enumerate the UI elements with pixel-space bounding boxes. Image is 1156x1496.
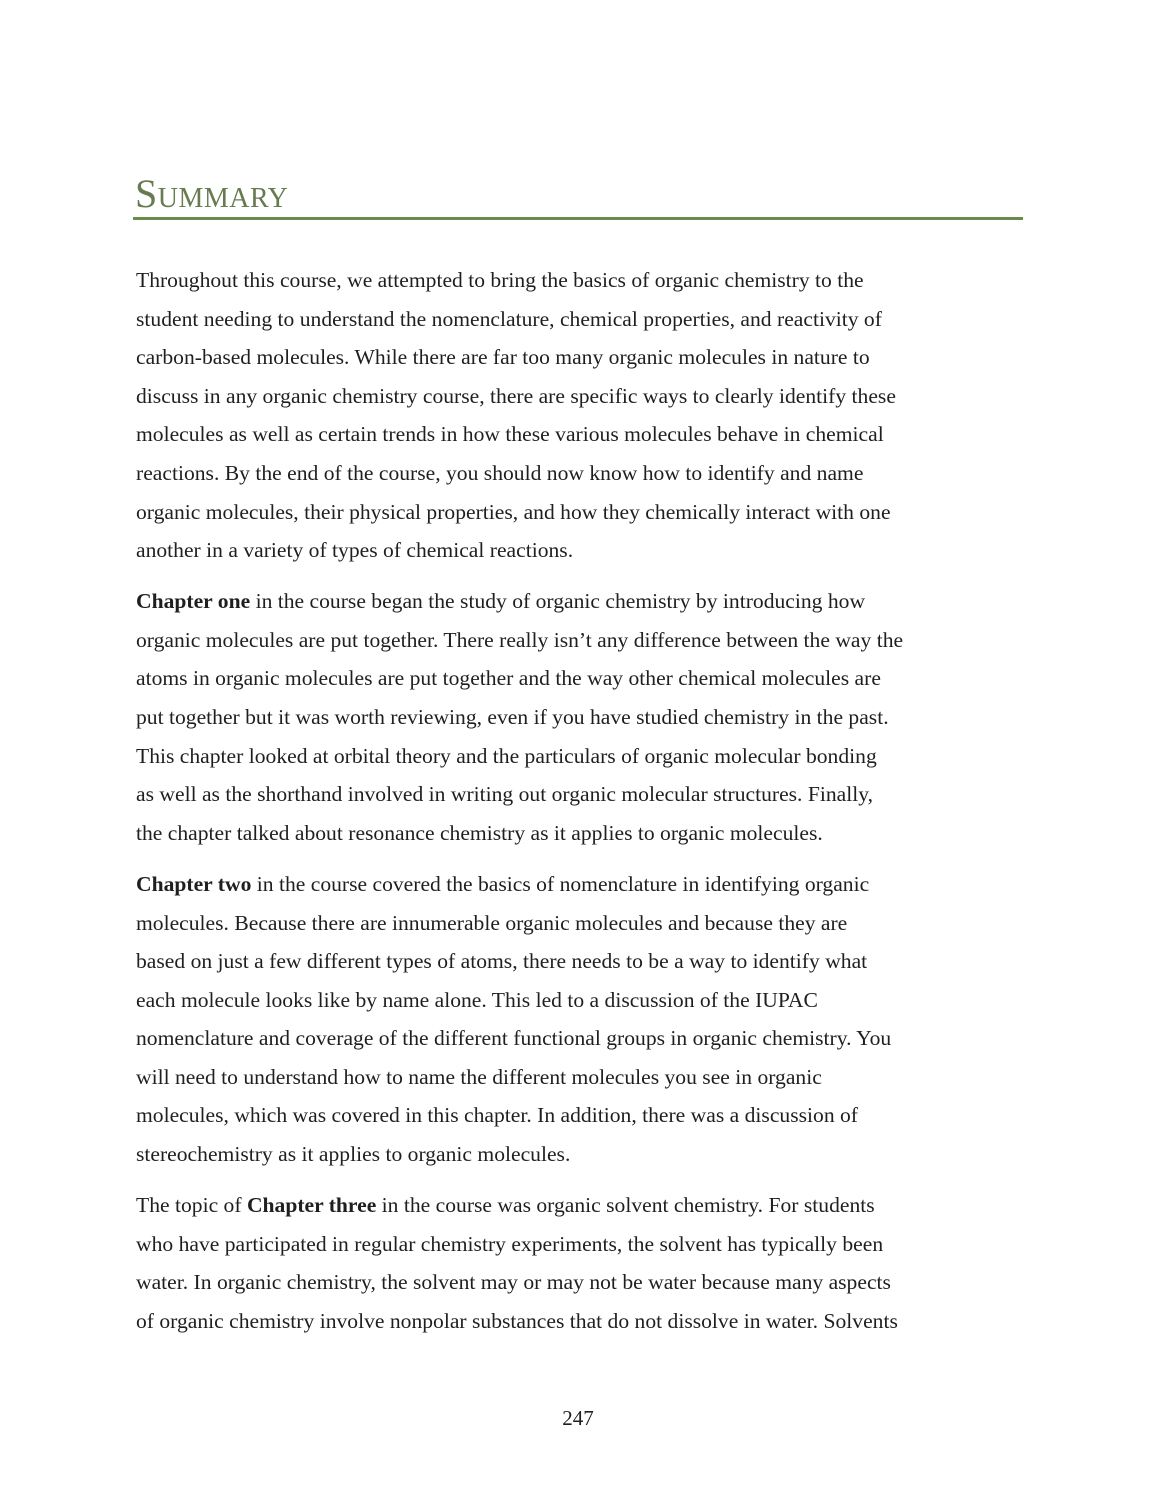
text-line: student needing to understand the nomenclature, chemical properties, and reactivity of (136, 306, 882, 331)
text-line: stereochemistry as it applies to organic molecules. (136, 1142, 571, 1167)
heading-underline-rule (133, 217, 1023, 220)
text-line: as well as the shorthand involved in writing out organic molecular structures. Finally, (136, 782, 874, 807)
text-line: based on just a few different types of atoms, there needs to be a way to identify what (136, 949, 868, 974)
text-line: the chapter talked about resonance chemistry as it applies to organic molecules. (136, 820, 823, 845)
chapter-two-label: Chapter two (136, 871, 252, 896)
text-line: discuss in any organic chemistry course, there are specific ways to clearly identify these (136, 383, 896, 408)
text-line (136, 582, 1036, 621)
text-line: who have participated in regular chemistry experiments, the solvent has typically been (136, 1231, 884, 1256)
text-line: organic molecules are put together. There really isn’t any difference between the way the (136, 627, 904, 652)
text-line: molecules. Because there are innumerable organic molecules and because they are (136, 910, 848, 935)
section-heading: Summary (135, 171, 289, 216)
text-line: atoms in organic molecules are put together and the way other chemical molecules are (136, 666, 881, 691)
line-suffix: in the course was organic solvent chemistry. For students (376, 1193, 875, 1218)
paragraph-chapter-three (136, 1186, 1036, 1340)
text-line (136, 1186, 1036, 1225)
text-line: put together but it was worth reviewing, even if you have studied chemistry in the past. (136, 705, 889, 730)
text-line: carbon-based molecules. While there are far too many organic molecules in nature to (136, 345, 870, 370)
chapter-three-label: Chapter three (246, 1193, 377, 1218)
page-number: 247 (562, 1406, 594, 1430)
text-line: will need to understand how to name the different molecules you see in organic (136, 1064, 822, 1089)
paragraph-chapter-one (136, 582, 1036, 852)
text-line: This chapter looked at orbital theory and the particulars of organic molecular bonding (136, 743, 877, 768)
paragraph-intro (136, 261, 1036, 570)
text-line: each molecule looks like by name alone. This led to a discussion of the IUPAC (136, 987, 818, 1012)
text-line (136, 865, 1036, 904)
text-line: nomenclature and coverage of the different functional groups in organic chemistry. You (136, 1026, 892, 1051)
paragraph-chapter-two (136, 865, 1036, 1174)
line-suffix: in the course began the study of organic chemistry by introducing how (250, 589, 866, 614)
line-suffix: in the course covered the basics of nomenclature in identifying organic (251, 871, 870, 896)
text-line: organic molecules, their physical properties, and how they chemically interact with one (136, 499, 891, 524)
text-line: water. In organic chemistry, the solvent may or may not be water because many aspects (136, 1270, 891, 1295)
text-line: of organic chemistry involve nonpolar substances that do not dissolve in water. Solvents (136, 1308, 898, 1333)
text-line: molecules, which was covered in this chapter. In addition, there was a discussion of (136, 1103, 858, 1128)
chapter-one-label: Chapter one (136, 589, 251, 614)
text-line: another in a variety of types of chemical reactions. (136, 538, 574, 563)
text-line: Throughout this course, we attempted to bring the basics of organic chemistry to the (136, 268, 864, 292)
text-line: molecules as well as certain trends in how these various molecules behave in chemical (136, 422, 884, 447)
line-prefix: The topic of (136, 1193, 247, 1218)
text-line: reactions. By the end of the course, you should now know how to identify and name (136, 460, 864, 485)
body-text (136, 261, 1036, 1353)
